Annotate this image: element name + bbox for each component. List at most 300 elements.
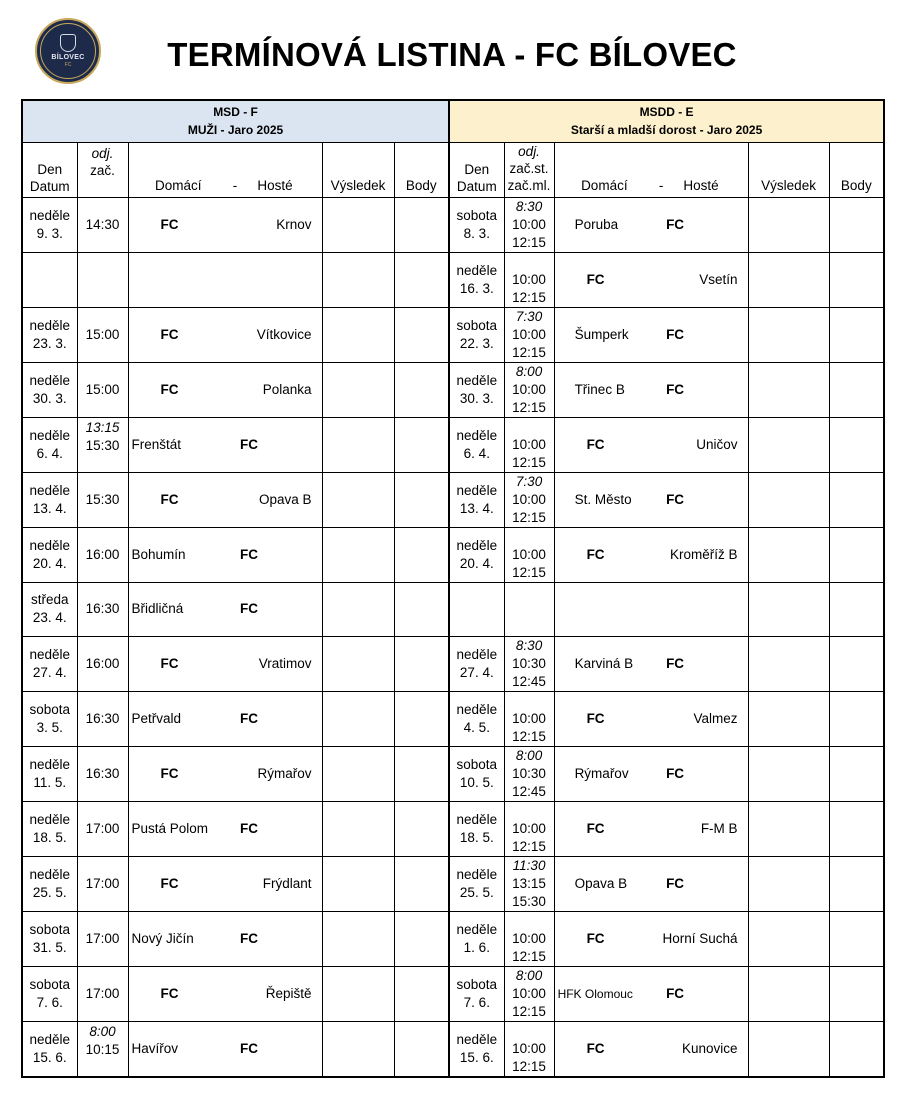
left-date-cell [22, 252, 77, 307]
left-away-team: FC [225, 912, 322, 967]
right-day: neděle [456, 647, 498, 663]
right-result-cell [748, 1022, 829, 1078]
right-away-team: Kroměříž B [651, 527, 748, 582]
left-col-zac: zač. [90, 162, 115, 178]
left-col-datum: Datum [29, 178, 70, 194]
table-row [22, 637, 884, 692]
left-result-cell [322, 362, 394, 417]
left-date-cell [22, 802, 77, 857]
right-col-den-datum [449, 142, 504, 197]
left-day: neděle [29, 427, 71, 443]
table-row [22, 802, 884, 857]
left-date: 25. 5. [32, 885, 67, 901]
right-date: 16. 3. [459, 280, 494, 296]
right-date: 27. 4. [459, 665, 494, 681]
right-points-cell [829, 362, 884, 417]
right-col-body: Body [829, 142, 884, 197]
left-col-body: Body [394, 142, 449, 197]
left-home-team: Pustá Polom [128, 802, 225, 857]
right-date: 13. 4. [459, 500, 494, 516]
left-date-cell [22, 857, 77, 912]
left-away-team: Krnov [225, 197, 322, 252]
right-away-team: Valmez [651, 692, 748, 747]
right-zac-st: 10:30 [512, 656, 546, 672]
table-row [22, 582, 884, 637]
left-result-cell [322, 307, 394, 362]
left-date-cell [22, 967, 77, 1022]
left-date: 11. 5. [33, 775, 67, 791]
logo-subtext: FC [64, 62, 72, 68]
right-odj: 8:00 [515, 968, 543, 984]
left-date-cell [22, 417, 77, 472]
right-odj: 8:00 [515, 748, 543, 764]
right-day: neděle [456, 372, 498, 388]
left-points-cell [394, 197, 449, 252]
right-date: 8. 3. [463, 225, 490, 241]
right-zac-ml: 12:15 [512, 509, 546, 525]
right-away-team: Kunovice [651, 1022, 748, 1078]
table-row [22, 307, 884, 362]
right-day: sobota [456, 317, 498, 333]
left-away-team: Rýmařov [225, 747, 322, 802]
right-date: 7. 6. [463, 995, 490, 1011]
right-category: MSDD - E [639, 105, 694, 120]
left-date: 9. 3. [36, 225, 63, 241]
right-odj: 8:00 [515, 363, 543, 379]
left-time-cell [77, 197, 128, 252]
right-date-cell [449, 857, 504, 912]
left-points-cell [394, 967, 449, 1022]
right-zac-ml: 12:15 [512, 399, 546, 415]
right-points-cell [829, 692, 884, 747]
left-date: 3. 5. [36, 720, 63, 736]
right-odj: 8:30 [515, 198, 543, 214]
left-result-cell [322, 857, 394, 912]
right-col-domaci: Domácí [581, 177, 628, 193]
right-home-team: FC [554, 692, 651, 747]
right-points-cell [829, 417, 884, 472]
right-odj [505, 692, 554, 710]
left-zac: 15:30 [85, 437, 120, 453]
right-zac-ml: 12:15 [512, 289, 546, 305]
left-season: MUŽI - Jaro 2025 [187, 123, 284, 138]
right-result-cell [748, 307, 829, 362]
left-zac: 15:00 [85, 381, 120, 397]
left-time-cell [77, 692, 128, 747]
right-away-team: FC [651, 747, 748, 802]
right-odj: 11:30 [512, 858, 546, 874]
right-date-cell [449, 252, 504, 307]
right-zac-st: 10:00 [512, 1041, 546, 1057]
right-home-team: St. Město [554, 472, 651, 527]
left-home-team: Petřvald [128, 692, 225, 747]
right-result-cell [748, 472, 829, 527]
table-row [22, 747, 884, 802]
right-home-team: Poruba [554, 197, 651, 252]
right-day: neděle [456, 537, 498, 553]
left-away-team [225, 252, 322, 307]
left-date: 13. 4. [32, 500, 67, 516]
right-day: neděle [456, 812, 498, 828]
right-home-team: Rýmařov [554, 747, 651, 802]
left-result-cell [322, 252, 394, 307]
right-points-cell [829, 637, 884, 692]
right-zac-st: 10:00 [512, 821, 546, 837]
left-col-odj-zac [77, 142, 128, 197]
left-away-team: Vratimov [225, 637, 322, 692]
left-date: 23. 4. [32, 610, 67, 626]
right-day: sobota [456, 977, 498, 993]
right-odj: 8:30 [515, 638, 543, 654]
right-result-cell [748, 967, 829, 1022]
right-group-header [449, 100, 884, 142]
left-home-team: Břidličná [128, 582, 225, 637]
left-time-cell [77, 362, 128, 417]
right-home-team: FC [554, 252, 651, 307]
right-points-cell [829, 747, 884, 802]
right-zac-ml: 12:15 [512, 949, 546, 965]
right-date: 10. 5. [459, 775, 494, 791]
right-points-cell [829, 967, 884, 1022]
right-date-cell [449, 802, 504, 857]
left-result-cell [322, 1022, 394, 1078]
left-zac: 17:00 [85, 931, 120, 947]
left-col-den-datum [22, 142, 77, 197]
right-away-team: F-M B [651, 802, 748, 857]
right-zac-ml: 12:15 [512, 729, 546, 745]
right-date-cell [449, 582, 504, 637]
logo-text: BÍLOVEC [51, 54, 85, 61]
right-col-teams [554, 142, 748, 197]
right-time-cell [504, 362, 554, 417]
right-result-cell [748, 912, 829, 967]
left-zac: 16:00 [85, 546, 120, 562]
right-time-cell [504, 527, 554, 582]
left-away-team: Polanka [225, 362, 322, 417]
right-date-cell [449, 197, 504, 252]
table-row [22, 197, 884, 252]
left-result-cell [322, 912, 394, 967]
left-points-cell [394, 582, 449, 637]
left-home-team: FC [128, 197, 225, 252]
right-date: 4. 5. [463, 720, 490, 736]
left-home-team: FC [128, 857, 225, 912]
right-date: 1. 6. [463, 940, 490, 956]
table-row [22, 692, 884, 747]
right-zac-st: 10:00 [512, 381, 546, 397]
left-col-domaci: Domácí [155, 177, 202, 193]
right-day: sobota [456, 757, 498, 773]
left-day: neděle [29, 372, 71, 388]
right-odj [505, 912, 554, 930]
right-zac-ml: 12:15 [512, 839, 546, 855]
right-points-cell [829, 252, 884, 307]
right-home-team: FC [554, 802, 651, 857]
left-result-cell [322, 527, 394, 582]
left-date-cell [22, 1022, 77, 1078]
left-zac: 17:00 [85, 821, 120, 837]
left-zac: 16:30 [85, 711, 120, 727]
right-zac-ml: 12:15 [512, 454, 546, 470]
left-day: středa [30, 592, 69, 608]
left-away-team: Řepiště [225, 967, 322, 1022]
right-away-team: FC [651, 307, 748, 362]
right-date-cell [449, 1022, 504, 1078]
left-result-cell [322, 637, 394, 692]
right-day: neděle [456, 922, 498, 938]
table-row [22, 967, 884, 1022]
right-time-cell [504, 252, 554, 307]
right-date-cell [449, 967, 504, 1022]
schedule-table [21, 99, 885, 1078]
left-away-team: Opava B [225, 472, 322, 527]
right-time-cell [504, 692, 554, 747]
left-time-cell [77, 472, 128, 527]
right-points-cell [829, 912, 884, 967]
right-result-cell [748, 252, 829, 307]
left-time-cell [77, 967, 128, 1022]
left-away-team: Vítkovice [225, 307, 322, 362]
right-date-cell [449, 527, 504, 582]
left-day: sobota [29, 977, 71, 993]
left-time-cell [77, 582, 128, 637]
right-home-team: FC [554, 1022, 651, 1078]
left-col-teams [128, 142, 322, 197]
left-group-header [22, 100, 449, 142]
left-zac: 17:00 [85, 986, 120, 1002]
right-odj [505, 418, 554, 436]
right-away-team: Uničov [651, 417, 748, 472]
right-col-den: Den [464, 161, 490, 177]
right-away-team [651, 582, 748, 637]
right-home-team: Šumperk [554, 307, 651, 362]
right-date: 15. 6. [459, 1050, 494, 1066]
right-points-cell [829, 472, 884, 527]
left-time-cell [77, 252, 128, 307]
right-zac-st: 10:00 [512, 436, 546, 452]
right-zac-ml: 15:30 [512, 894, 546, 910]
right-home-team: Třinec B [554, 362, 651, 417]
left-zac: 14:30 [85, 216, 120, 232]
left-day: neděle [29, 812, 71, 828]
right-result-cell [748, 857, 829, 912]
left-points-cell [394, 252, 449, 307]
table-row [22, 417, 884, 472]
left-date-cell [22, 912, 77, 967]
left-date-cell [22, 197, 77, 252]
right-points-cell [829, 307, 884, 362]
left-date: 18. 5. [32, 830, 67, 846]
right-col-zacst: zač.st. [509, 160, 549, 176]
left-home-team: FC [128, 637, 225, 692]
right-day: sobota [456, 207, 498, 223]
left-home-team: Bohumín [128, 527, 225, 582]
right-zac-st: 10:30 [512, 766, 546, 782]
right-home-team: Karviná B [554, 637, 651, 692]
left-zac: 16:30 [85, 601, 120, 617]
left-time-cell [77, 802, 128, 857]
left-odj: 8:00 [89, 1024, 116, 1040]
right-day: neděle [456, 702, 498, 718]
left-home-team [128, 252, 225, 307]
left-time-cell [77, 1022, 128, 1078]
right-result-cell [748, 692, 829, 747]
right-time-cell [504, 967, 554, 1022]
left-time-cell [77, 527, 128, 582]
right-odj [505, 802, 554, 820]
right-result-cell [748, 747, 829, 802]
right-home-team: FC [554, 417, 651, 472]
left-away-team: FC [225, 802, 322, 857]
left-day: neděle [29, 537, 71, 553]
right-col-vysledek: Výsledek [748, 142, 829, 197]
left-away-team: FC [225, 692, 322, 747]
left-time-cell [77, 307, 128, 362]
right-home-team [554, 582, 651, 637]
left-date-cell [22, 637, 77, 692]
left-col-den: Den [37, 161, 63, 177]
right-zac-ml: 12:45 [512, 784, 546, 800]
left-odj: 13:15 [85, 419, 120, 435]
left-home-team: Nový Jičín [128, 912, 225, 967]
right-zac-st: 10:00 [512, 931, 546, 947]
right-away-team: FC [651, 472, 748, 527]
left-away-team: FC [225, 1022, 322, 1078]
right-zac-ml: 12:15 [512, 1004, 546, 1020]
right-date-cell [449, 307, 504, 362]
right-date: 30. 3. [459, 390, 494, 406]
right-time-cell [504, 857, 554, 912]
right-zac-ml: 12:15 [512, 1059, 546, 1075]
right-away-team: FC [651, 197, 748, 252]
left-home-team: FC [128, 362, 225, 417]
left-away-team: FC [225, 582, 322, 637]
left-points-cell [394, 637, 449, 692]
right-date-cell [449, 637, 504, 692]
right-date: 25. 5. [459, 885, 494, 901]
right-time-cell [504, 912, 554, 967]
right-time-cell [504, 197, 554, 252]
right-zac-st: 10:00 [512, 546, 546, 562]
right-time-cell [504, 747, 554, 802]
left-home-team: FC [128, 472, 225, 527]
right-time-cell [504, 802, 554, 857]
right-odj [505, 600, 554, 618]
left-result-cell [322, 582, 394, 637]
right-away-team: FC [651, 637, 748, 692]
left-zac: 16:30 [85, 766, 120, 782]
right-odj [505, 253, 554, 271]
right-result-cell [748, 637, 829, 692]
right-result-cell [748, 197, 829, 252]
right-time-cell [504, 582, 554, 637]
left-away-team: Frýdlant [225, 857, 322, 912]
left-points-cell [394, 857, 449, 912]
left-points-cell [394, 1022, 449, 1078]
left-date-cell [22, 747, 77, 802]
right-result-cell [748, 582, 829, 637]
right-zac-st: 10:00 [512, 216, 546, 232]
left-points-cell [394, 747, 449, 802]
left-points-cell [394, 307, 449, 362]
table-row [22, 252, 884, 307]
right-zac-st: 10:00 [512, 986, 546, 1002]
left-day: sobota [29, 702, 71, 718]
right-date-cell [449, 747, 504, 802]
right-date: 20. 4. [459, 555, 494, 571]
left-date-cell [22, 472, 77, 527]
left-home-team: Havířov [128, 1022, 225, 1078]
right-zac-st: 10:00 [512, 326, 546, 342]
page-title: TERMÍNOVÁ LISTINA - FC BÍLOVEC [167, 36, 737, 73]
right-zac-ml: 12:15 [512, 344, 546, 360]
right-col-odj: odj. [518, 143, 540, 159]
right-home-team: FC [554, 527, 651, 582]
right-home-team: FC [554, 912, 651, 967]
right-result-cell [748, 417, 829, 472]
right-day: neděle [456, 427, 498, 443]
left-points-cell [394, 692, 449, 747]
right-points-cell [829, 582, 884, 637]
right-day: neděle [456, 867, 498, 883]
table-row [22, 472, 884, 527]
left-day: neděle [29, 647, 71, 663]
left-result-cell [322, 692, 394, 747]
right-zac-ml: 12:15 [512, 564, 546, 580]
left-points-cell [394, 912, 449, 967]
right-date: 18. 5. [459, 830, 494, 846]
left-points-cell [394, 527, 449, 582]
left-day: sobota [29, 922, 71, 938]
left-date: 31. 5. [32, 940, 67, 956]
left-date-cell [22, 582, 77, 637]
left-points-cell [394, 802, 449, 857]
right-home-team: Opava B [554, 857, 651, 912]
left-time-cell [77, 417, 128, 472]
right-date-cell [449, 362, 504, 417]
right-col-zacml: zač.ml. [507, 177, 551, 193]
left-result-cell [322, 747, 394, 802]
right-time-cell [504, 307, 554, 362]
right-zac-st: 10:00 [512, 271, 546, 287]
left-date-cell [22, 307, 77, 362]
left-day: neděle [29, 867, 71, 883]
right-day: neděle [456, 262, 498, 278]
left-date: 30. 3. [32, 390, 67, 406]
table-row [22, 362, 884, 417]
left-time-cell [77, 747, 128, 802]
right-zac-ml: 12:15 [512, 234, 546, 250]
right-away-team: Horní Suchá [651, 912, 748, 967]
left-time-cell [77, 857, 128, 912]
table-row [22, 1022, 884, 1078]
left-zac: 15:30 [85, 491, 120, 507]
table-row [22, 857, 884, 912]
right-result-cell [748, 362, 829, 417]
right-time-cell [504, 1022, 554, 1078]
right-date-cell [449, 692, 504, 747]
right-odj: 7:30 [515, 473, 543, 489]
left-col-vysledek: Výsledek [322, 142, 394, 197]
left-home-team: FC [128, 967, 225, 1022]
right-result-cell [748, 802, 829, 857]
right-away-team: FC [651, 857, 748, 912]
right-time-cell [504, 637, 554, 692]
left-result-cell [322, 802, 394, 857]
right-season: Starší a mladší dorost - Jaro 2025 [570, 123, 763, 138]
right-time-cell [504, 472, 554, 527]
left-result-cell [322, 417, 394, 472]
